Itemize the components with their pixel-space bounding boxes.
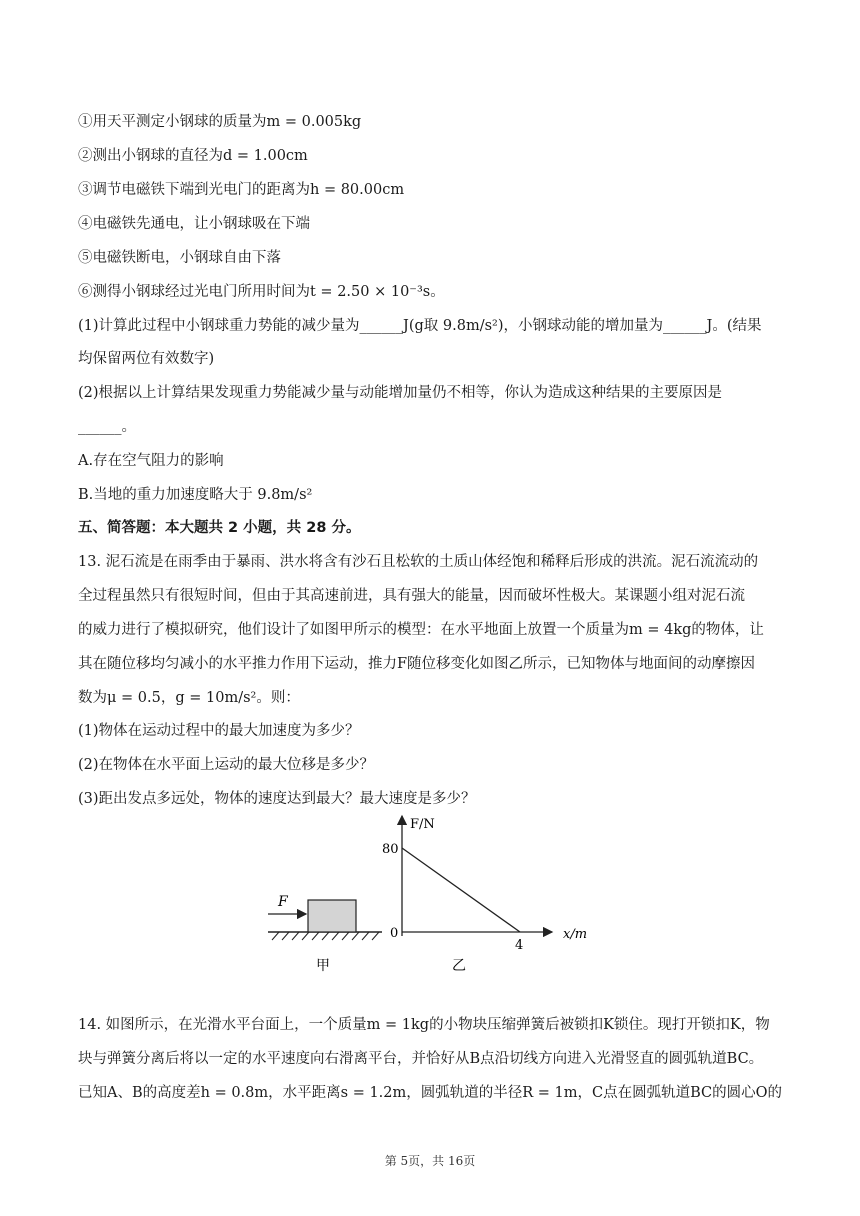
origin-label: 0 xyxy=(390,926,399,941)
problem-13-line-4: 其在随位移均匀减小的水平推力作用下运动，推力F随位移变化如图乙所示，已知物体与地面间的动摩擦因 xyxy=(78,656,756,672)
step-3: ③调节电磁铁下端到光电门的距离为h = 80.00cm xyxy=(78,182,405,198)
step-1: ①用天平测定小钢球的质量为m = 0.005kg xyxy=(78,114,362,130)
problem-13-line-1: 13. 泥石流是在雨季由于暴雨、洪水将含有沙石且松软的土质山体经饱和稀释后形成的洪流。泥石流流动的 xyxy=(78,554,759,570)
step-6: ⑥测得小钢球经过光电门所用时间为t = 2.50 × 10⁻³s。 xyxy=(78,284,445,300)
step-5: ⑤电磁铁断电，小钢球自由下落 xyxy=(78,250,281,266)
force-line xyxy=(402,848,520,932)
problem-13-figure xyxy=(260,810,620,980)
y-axis-label: F/N xyxy=(410,817,435,832)
section-heading: 五、简答题：本大题共 2 小题，共 28 分。 xyxy=(78,520,361,536)
x-tick-4: 4 xyxy=(515,938,524,953)
problem-13-q3: (3)距出发点多远处，物体的速度达到最大？最大速度是多少？ xyxy=(78,791,476,807)
figure-jia xyxy=(268,894,382,974)
y-tick-80: 80 xyxy=(382,842,399,857)
caption-yi: 乙 xyxy=(452,958,466,974)
option-a: A.存在空气阻力的影响 xyxy=(78,453,224,469)
problem-14-line-3: 已知A、B的高度差h = 0.8m，水平距离s = 1.2m，圆弧轨道的半径R = 1m，C点在圆弧轨道BC的圆心O的 xyxy=(78,1085,783,1101)
question-2-line-2: ______。 xyxy=(78,419,136,435)
caption-jia: 甲 xyxy=(316,958,330,974)
question-1-line-1: (1)计算此过程中小钢球重力势能的减少量为______J(g取 9.8m/s²)，小钢球动能的增加量为______J。(结果 xyxy=(78,318,762,334)
problem-13-line-2: 全过程虽然只有很短时间，但由于其高速前进，具有强大的能量，因而破坏性极大。某课题小组对泥石流 xyxy=(78,588,745,604)
problem-14-line-2: 块与弹簧分离后将以一定的水平速度向右滑离平台，并恰好从B点沿切线方向进入光滑竖直的圆弧轨道BC。 xyxy=(78,1051,764,1067)
problem-13-line-3: 的威力进行了模拟研究，他们设计了如图甲所示的模型：在水平地面上放置一个质量为m = 4kg的物体，让 xyxy=(78,622,764,638)
question-2-line-1: (2)根据以上计算结果发现重力势能减少量与动能增加量仍不相等，你认为造成这种结果的主要原因是 xyxy=(78,385,723,401)
problem-14-line-1: 14. 如图所示，在光滑水平台面上，一个质量m = 1kg的小物块压缩弹簧后被锁扣K锁住。现打开锁扣K，物 xyxy=(78,1017,770,1033)
ground-hatching xyxy=(272,932,379,940)
problem-13-line-5: 数为μ = 0.5，g = 10m/s²。则： xyxy=(78,690,300,706)
page-footer: 第 5页，共 16页 xyxy=(384,1154,476,1168)
step-4: ④电磁铁先通电，让小钢球吸在下端 xyxy=(78,216,310,232)
force-label: F xyxy=(278,894,288,910)
x-axis-label: x/m xyxy=(563,927,588,942)
step-2: ②测出小钢球的直径为d = 1.00cm xyxy=(78,148,308,164)
problem-13-q1: (1)物体在运动过程中的最大加速度为多少？ xyxy=(78,723,360,739)
question-1-line-2: 均保留两位有效数字) xyxy=(78,351,215,367)
option-b: B.当地的重力加速度略大于 9.8m/s² xyxy=(78,487,313,503)
figure-yi xyxy=(382,816,587,974)
problem-13-q2: (2)在物体在水平面上运动的最大位移是多少？ xyxy=(78,757,375,773)
block xyxy=(308,900,356,932)
